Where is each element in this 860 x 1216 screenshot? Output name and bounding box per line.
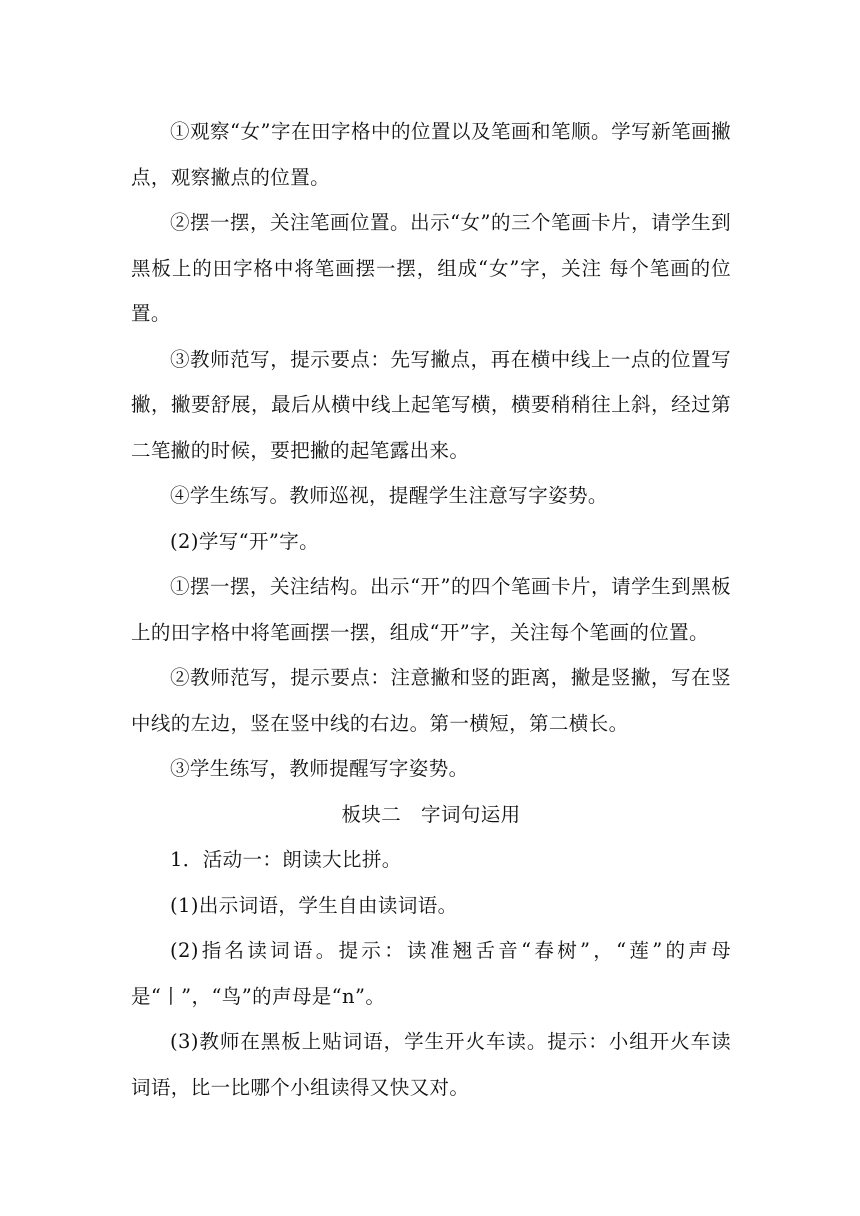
paragraph-teacher-demo-nv: ③教师范写，提示要点：先写撇点，再在横中线上一点的位置写撇，撇要舒展，最后从横中线上起笔写横，横要稍稍往上斜，经过第二笔撇的时候，要把撇的起笔露出来。 [131,347,731,462]
paragraph-train-reading: (3)教师在黑板上贴词语，学生开火车读。提示：小组开火车读词语，比一比哪个小组读得又快又对。 [131,1030,731,1099]
paragraph-learn-kai: (2)学写“开”字。 [170,529,320,553]
paragraph-arrange-nv: ②摆一摆，关注笔画位置。出示“女”的三个笔画卡片，请学生到黑板上的田字格中将笔画摆一摆，组成“女”字，关注 每个笔画的位置。 [131,211,731,325]
paragraph-activity-one: 1．活动一：朗读大比拼。 [170,848,402,871]
paragraph-read-words: (2)指名读词语。提示：读准翘舌音“春树”，“莲”的声母是“丨”，“鸟”的声母是“n”。 [131,939,731,1008]
section-heading: 板块二 字词句运用 [341,802,521,826]
paragraph-student-practice-kai: ③学生练写，教师提醒写字姿势。 [170,757,469,780]
document-body [131,109,731,1110]
paragraph-student-practice-nv: ④学生练写。教师巡视，提醒学生注意写字姿势。 [170,484,608,507]
paragraph-teacher-demo-kai: ②教师范写，提示要点：注意撇和竖的距离，撇是竖撇，写在竖中线的左边，竖在竖中线的右边。第一横短，第二横长。 [131,666,731,735]
paragraph-arrange-kai: ①摆一摆，关注结构。出示“开”的四个笔画卡片，请学生到黑板上的田字格中将笔画摆一摆，组成“开”字，关注每个笔画的位置。 [131,575,731,644]
paragraph-observe-nv: ①观察“女”字在田字格中的位置以及笔画和笔顺。学写新笔画撇点，观察撇点的位置。 [131,120,731,189]
paragraph-show-words: (1)出示词语，学生自由读词语。 [170,893,458,917]
